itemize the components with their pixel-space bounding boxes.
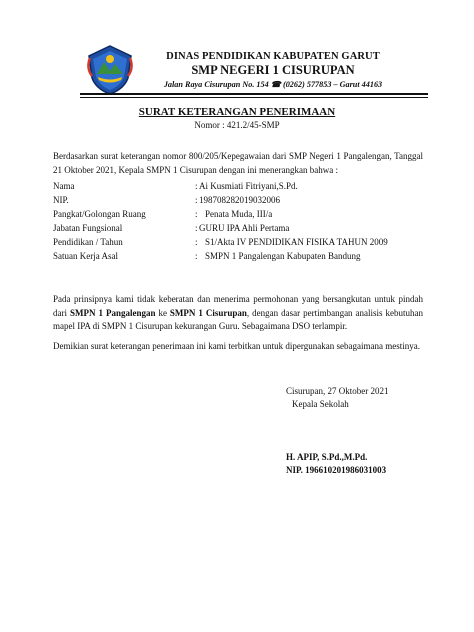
- signer-name: H. APIP, S.Pd.,M.Pd.: [286, 452, 368, 462]
- letterhead-rule: [80, 93, 428, 95]
- school-address: Jalan Raya Cisurupan No. 154 ☎ (0262) 577853 – Garut 44163: [163, 80, 383, 89]
- field-colon: :: [195, 181, 198, 191]
- field-value: SMPN 1 Pangalengan Kabupaten Bandung: [205, 251, 361, 261]
- field-colon: :: [195, 251, 198, 261]
- signer-nip: NIP. 196610201986031003: [286, 465, 387, 475]
- field-label: NIP.: [53, 195, 69, 205]
- body-text-1: Pada prinsipnya kami tidak keberatan dan menerima permohonan yang bersangkutan untuk pindah dari: [53, 294, 423, 318]
- letterhead: [128, 50, 418, 91]
- signer-position: Kepala Sekolah: [292, 399, 349, 409]
- field-label: Pendidikan / Tahun: [53, 237, 123, 247]
- letterhead-rule-thin: [80, 97, 428, 98]
- field-value: S1/Akta IV PENDIDIKAN FISIKA TAHUN 2009: [205, 237, 388, 247]
- body-text-2: , dengan dasar pertimbangan analisis kebutuhan mapel IPA di SMPN 1 Cisurupan kekurangan Guru. Sebagaimana DSO terlampir.: [53, 307, 424, 331]
- field-label: Jabatan Fungsional: [53, 223, 123, 233]
- destination-school: SMPN 1 Cisurupan: [169, 307, 247, 318]
- field-label: Nama: [53, 181, 75, 191]
- field-colon: :: [195, 195, 198, 205]
- field-colon: :: [195, 209, 198, 219]
- field-value: 198708282019032006: [199, 195, 280, 205]
- field-label: Pangkat/Golongan Ruang: [53, 209, 146, 219]
- field-value: GURU IPA Ahli Pertama: [199, 223, 290, 233]
- body-paragraph: [53, 293, 423, 334]
- field-label: Satuan Kerja Asal: [53, 251, 118, 261]
- field-colon: :: [195, 237, 198, 247]
- school-name: SMP NEGERI 1 CISURUPAN: [191, 63, 355, 77]
- letter-title: SURAT KETERANGAN PENERIMAAN: [138, 106, 336, 118]
- letter-number: Nomor : 421.2/45-SMP: [194, 120, 280, 130]
- body-to-word: ke: [158, 307, 167, 318]
- origin-school: SMPN 1 Pangalengan: [69, 307, 156, 318]
- field-value: Penata Muda, III/a: [205, 209, 273, 219]
- field-value: Ai Kusmiati Fitriyani,S.Pd.: [199, 181, 298, 191]
- field-colon: :: [195, 223, 198, 233]
- place-date: Cisurupan, 27 Oktober 2021: [286, 386, 389, 396]
- agency-name: DINAS PENDIDIKAN KABUPATEN GARUT: [166, 51, 380, 62]
- closing-paragraph: Demikian surat keterangan penerimaan ini kami terbitkan untuk dipergunakan sebagaimana mestinya.: [53, 341, 420, 351]
- intro-paragraph: Berdasarkan surat keterangan nomor 800/205/Kepegawaian dari SMP Negeri 1 Pangalengan, Tanggal 21 Oktober 2021, Kepala SMPN 1 Cisurupan dengan ini menerangkan bahwa :: [53, 151, 423, 175]
